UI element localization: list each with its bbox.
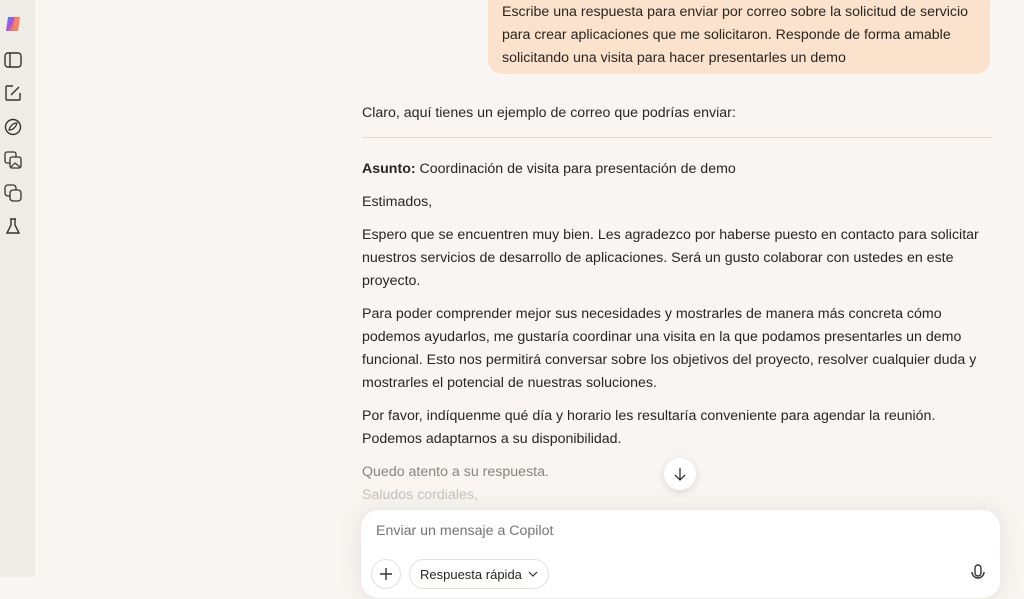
pages-icon[interactable]: [4, 184, 22, 202]
response-intro: Claro, aquí tienes un ejemplo de correo que podrías enviar:: [362, 105, 736, 121]
new-chat-icon[interactable]: [4, 84, 22, 102]
email-paragraph: Espero que se encuentren muy bien. Les agradezco por haberse puesto en contacto para solicitar nuestros servicios de desarrollo de aplicaciones. Será un gusto colaborar con ustedes en este proyecto.: [362, 227, 979, 289]
assistant-response: [362, 102, 992, 517]
copilot-logo-icon[interactable]: [4, 15, 22, 33]
email-subject: Asunto: Coordinación de visita para presentación de demo: [362, 161, 736, 177]
add-button[interactable]: [371, 559, 401, 589]
microphone-icon: [970, 564, 986, 582]
discover-icon[interactable]: [4, 118, 22, 136]
divider: [362, 137, 992, 138]
images-icon[interactable]: [4, 151, 22, 169]
sidebar: [0, 0, 35, 577]
email-closing: Quedo atento a su respuesta.: [362, 464, 549, 480]
labs-icon[interactable]: [4, 217, 22, 235]
microphone-button[interactable]: [970, 564, 986, 587]
message-input[interactable]: [376, 523, 956, 539]
composer: [360, 509, 1001, 599]
scroll-down-button[interactable]: [664, 458, 696, 490]
email-signoff: Saludos cordiales,: [362, 487, 478, 503]
user-message: Escribe una respuesta para enviar por correo sobre la solicitud de servicio para crear aplicaciones que me solicitaron. Responde de forma amable solicitando una visita para hacer presentarles un demo: [488, 0, 990, 74]
sidebar-toggle-icon[interactable]: [4, 51, 22, 69]
chevron-down-icon: [528, 571, 538, 577]
arrow-down-icon: [673, 467, 687, 481]
email-paragraph: Para poder comprender mejor sus necesidades y mostrarles de manera más concreta cómo podemos ayudarlos, me gustaría coordinar una visita en la que podamos presentarles un demo funcional. Esto nos permitirá conversar sobre los objetivos del proyecto, resolver cualquier duda y mostrarles el potencial de nuestras soluciones.: [362, 306, 977, 391]
plus-icon: [379, 567, 393, 581]
email-paragraph: Por favor, indíquenme qué día y horario les resultaría conveniente para agendar la reunión. Podemos adaptarnos a su disponibilidad.: [362, 408, 936, 447]
mode-dropdown[interactable]: Respuesta rápida: [409, 559, 549, 589]
email-greeting: Estimados,: [362, 194, 433, 210]
